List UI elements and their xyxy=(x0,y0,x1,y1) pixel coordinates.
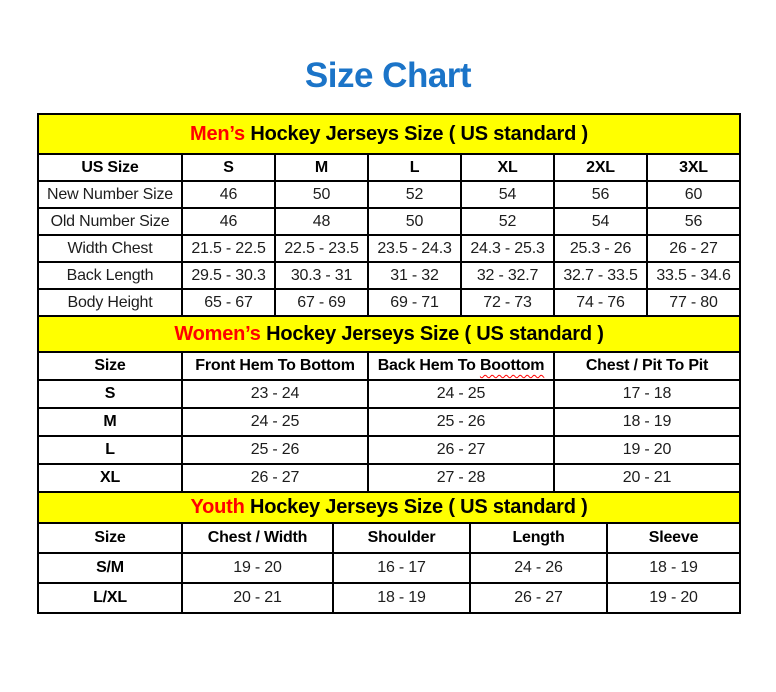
size-value-cell: 16 - 17 xyxy=(333,553,470,583)
table-row xyxy=(38,262,740,289)
row-label: M xyxy=(38,408,182,436)
column-header: Size xyxy=(38,352,182,380)
column-header: XL xyxy=(461,154,554,181)
size-value-cell: 30.3 - 31 xyxy=(275,262,368,289)
size-value-cell: 23 - 24 xyxy=(182,380,368,408)
size-value-cell: 18 - 19 xyxy=(333,583,470,613)
size-value-cell: 67 - 69 xyxy=(275,289,368,316)
row-label: New Number Size xyxy=(38,181,182,208)
size-value-cell: 50 xyxy=(275,181,368,208)
size-value-cell: 23.5 - 24.3 xyxy=(368,235,461,262)
column-header: M xyxy=(275,154,368,181)
row-label: XL xyxy=(38,464,182,492)
size-value-cell: 65 - 67 xyxy=(182,289,275,316)
youth-section-rest: Hockey Jerseys Size ( US standard ) xyxy=(244,496,588,518)
size-value-cell: 33.5 - 34.6 xyxy=(647,262,740,289)
size-value-cell: 52 xyxy=(368,181,461,208)
table-row xyxy=(38,181,740,208)
column-header: Back Hem To Boottom xyxy=(368,352,554,380)
size-value-cell: 24 - 25 xyxy=(368,380,554,408)
youth-section-title xyxy=(38,492,740,523)
size-value-cell: 46 xyxy=(182,208,275,235)
column-header: Sleeve xyxy=(607,523,740,553)
column-header: S xyxy=(182,154,275,181)
table-row xyxy=(38,436,740,464)
column-header: 2XL xyxy=(554,154,647,181)
size-value-cell: 27 - 28 xyxy=(368,464,554,492)
row-label: S xyxy=(38,380,182,408)
column-header: Shoulder xyxy=(333,523,470,553)
size-value-cell: 25.3 - 26 xyxy=(554,235,647,262)
column-header: Size xyxy=(38,523,182,553)
row-label: L/XL xyxy=(38,583,182,613)
mens-section-rest: Hockey Jerseys Size ( US standard ) xyxy=(244,122,588,145)
size-value-cell: 18 - 19 xyxy=(607,553,740,583)
table-row xyxy=(38,408,740,436)
size-value-cell: 26 - 27 xyxy=(470,583,607,613)
size-value-cell: 25 - 26 xyxy=(368,408,554,436)
size-chart-tables xyxy=(37,113,739,614)
column-header: Front Hem To Bottom xyxy=(182,352,368,380)
page-title: Size Chart xyxy=(304,56,472,95)
youth-size-table xyxy=(37,491,741,614)
table-row xyxy=(38,583,740,613)
size-value-cell: 18 - 19 xyxy=(554,408,740,436)
size-value-cell: 69 - 71 xyxy=(368,289,461,316)
mens-column-header-row xyxy=(38,154,740,181)
size-value-cell: 22.5 - 23.5 xyxy=(275,235,368,262)
row-label: Width Chest xyxy=(38,235,182,262)
table-row xyxy=(38,464,740,492)
womens-column-header-row xyxy=(38,352,740,380)
size-value-cell: 24.3 - 25.3 xyxy=(461,235,554,262)
column-header: 3XL xyxy=(647,154,740,181)
column-header: Chest / Width xyxy=(182,523,333,553)
size-value-cell: 48 xyxy=(275,208,368,235)
size-value-cell: 26 - 27 xyxy=(182,464,368,492)
mens-section-accent: Men’s xyxy=(190,122,245,145)
size-value-cell: 56 xyxy=(554,181,647,208)
misspelled-word-wavy-underline: Boottom xyxy=(479,357,545,374)
table-row xyxy=(38,289,740,316)
table-row xyxy=(38,380,740,408)
size-value-cell: 31 - 32 xyxy=(368,262,461,289)
row-label: Old Number Size xyxy=(38,208,182,235)
row-label: S/M xyxy=(38,553,182,583)
youth-section-band xyxy=(38,492,740,523)
row-label: L xyxy=(38,436,182,464)
womens-size-table xyxy=(37,315,741,493)
size-value-cell: 32 - 32.7 xyxy=(461,262,554,289)
size-value-cell: 74 - 76 xyxy=(554,289,647,316)
table-row xyxy=(38,208,740,235)
column-header: Length xyxy=(470,523,607,553)
size-value-cell: 24 - 25 xyxy=(182,408,368,436)
table-row xyxy=(38,235,740,262)
column-header: Chest / Pit To Pit xyxy=(554,352,740,380)
table-row xyxy=(38,553,740,583)
size-value-cell: 54 xyxy=(554,208,647,235)
size-value-cell: 26 - 27 xyxy=(647,235,740,262)
size-value-cell: 20 - 21 xyxy=(554,464,740,492)
row-label: Back Length xyxy=(38,262,182,289)
size-value-cell: 72 - 73 xyxy=(461,289,554,316)
womens-section-title xyxy=(38,316,740,352)
row-label: Body Height xyxy=(38,289,182,316)
youth-section-accent: Youth xyxy=(190,496,245,518)
size-value-cell: 46 xyxy=(182,181,275,208)
youth-column-header-row xyxy=(38,523,740,553)
size-value-cell: 19 - 20 xyxy=(554,436,740,464)
womens-section-rest: Hockey Jerseys Size ( US standard ) xyxy=(260,322,604,345)
size-value-cell: 50 xyxy=(368,208,461,235)
column-header: L xyxy=(368,154,461,181)
size-value-cell: 25 - 26 xyxy=(182,436,368,464)
column-header: US Size xyxy=(38,154,182,181)
womens-section-band xyxy=(38,316,740,352)
womens-section-accent: Women’s xyxy=(174,322,261,345)
size-value-cell: 21.5 - 22.5 xyxy=(182,235,275,262)
size-value-cell: 19 - 20 xyxy=(182,553,333,583)
size-value-cell: 32.7 - 33.5 xyxy=(554,262,647,289)
size-value-cell: 24 - 26 xyxy=(470,553,607,583)
size-value-cell: 60 xyxy=(647,181,740,208)
size-value-cell: 52 xyxy=(461,208,554,235)
size-value-cell: 19 - 20 xyxy=(607,583,740,613)
size-value-cell: 56 xyxy=(647,208,740,235)
size-value-cell: 26 - 27 xyxy=(368,436,554,464)
size-value-cell: 29.5 - 30.3 xyxy=(182,262,275,289)
mens-section-title xyxy=(38,114,740,154)
mens-section-band xyxy=(38,114,740,154)
size-value-cell: 77 - 80 xyxy=(647,289,740,316)
size-value-cell: 17 - 18 xyxy=(554,380,740,408)
size-value-cell: 20 - 21 xyxy=(182,583,333,613)
size-value-cell: 54 xyxy=(461,181,554,208)
mens-size-table xyxy=(37,113,741,317)
